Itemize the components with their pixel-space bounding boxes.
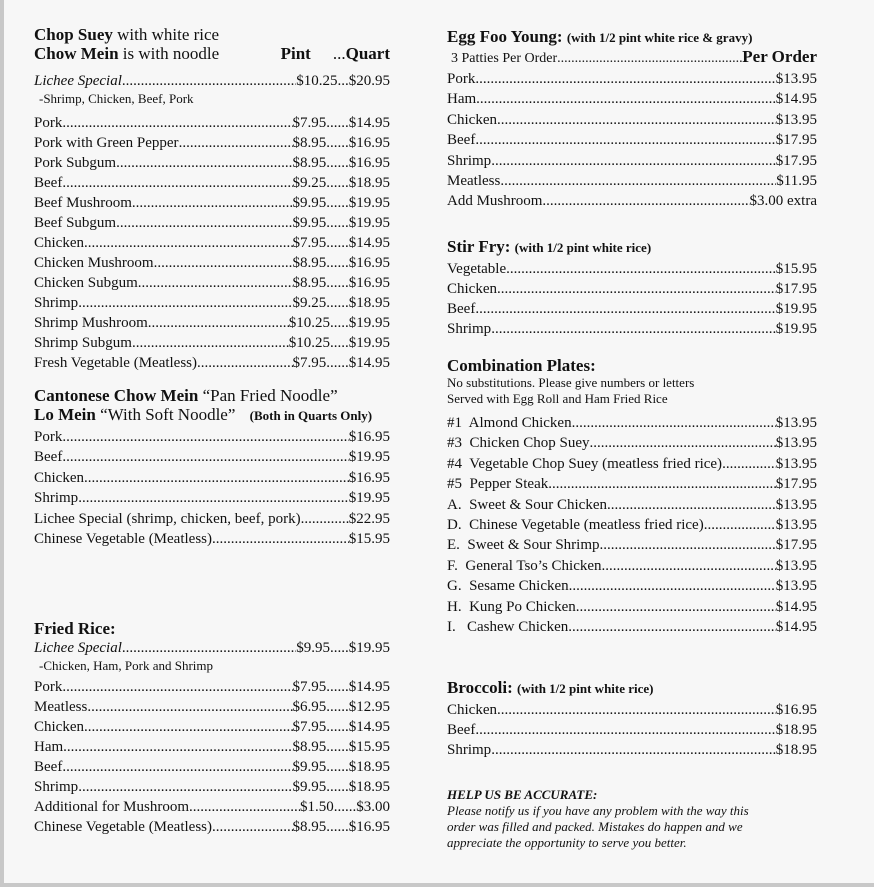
menu-item: Meatless ..... $6.95 ...... $12.95 (34, 697, 390, 717)
item-price: $17.95 (775, 537, 817, 554)
quart-price: $16.95 (348, 135, 390, 151)
menu-item (447, 474, 817, 494)
quart-price: $12.95 (348, 699, 390, 715)
menu-item (447, 556, 817, 576)
combination-section (447, 356, 817, 637)
menu-item: Beef ..... $9.25 ...... $18.95 (34, 173, 390, 193)
item-price: $18.95 (775, 742, 817, 758)
quart-price: $16.95 (348, 155, 390, 171)
item-label: Shrimp (34, 490, 79, 507)
item-label: Pork (34, 429, 63, 445)
menu-item (447, 413, 817, 433)
menu-item (447, 319, 817, 339)
menu-item: Beef Subgum ..... $9.95 ...... $19.95 (34, 213, 390, 233)
chop-suey-list (34, 113, 390, 373)
item-price: $13.95 (775, 71, 817, 87)
item-label: Chinese Vegetable (Meatless) (34, 530, 213, 547)
item-label: Shrimp (34, 779, 79, 795)
item-label: Pork (447, 71, 476, 87)
menu-item: Chicken Subgum ..... $8.95 ...... $16.95 (34, 273, 390, 293)
item-label: Lichee Special (shrimp, chicken, beef, pork) (34, 510, 301, 527)
item-price: $19.95 (348, 449, 390, 466)
menu-item: Shrimp ..... $9.25 ...... $18.95 (34, 293, 390, 313)
item-label: Chicken (447, 111, 497, 128)
menu-item: Beef ..... $9.95 ...... $18.95 (34, 757, 390, 777)
quart-price: $14.95 (348, 679, 390, 695)
pint-price: $7.95 (292, 719, 327, 735)
item-label: G. Sesame Chicken (447, 578, 569, 595)
pint-price: $8.95 (292, 255, 327, 271)
item-price: $15.95 (775, 261, 817, 277)
item-price: $19.95 (775, 321, 817, 337)
menu-item (447, 171, 817, 191)
menu-item (447, 259, 817, 279)
fried-rice-section (34, 619, 390, 837)
pint-price: $9.95 (292, 195, 327, 211)
quart-price: $19.95 (348, 315, 390, 331)
item-note: -Shrimp, Chicken, Beef, Pork (39, 91, 194, 106)
quart-price: $16.95 (348, 819, 390, 835)
item-price: $14.95 (775, 618, 817, 635)
item-label: Beef Mushroom (34, 195, 132, 211)
menu-item: Pork ..... $7.95 ...... $14.95 (34, 677, 390, 697)
menu-item (34, 529, 390, 549)
quart-price: $18.95 (348, 295, 390, 311)
item-price: $13.95 (775, 516, 817, 533)
menu-item: Chinese Vegetable (Meatless) ..... $8.95 ...... $16.95 (34, 817, 390, 837)
menu-item: Lichee Special ..... $10.25 ... $20.95 (34, 71, 390, 91)
egg-foo-young-title: Egg Foo Young: (with 1/2 pint white rice & gravy) (447, 27, 753, 46)
pint-price: $7.95 (292, 355, 327, 371)
menu-item (447, 617, 817, 637)
item-price: $16.95 (348, 429, 390, 445)
combination-note: No substitutions. Please give numbers or letters (447, 375, 695, 390)
item-price: $13.95 (775, 578, 817, 595)
quart-price: $18.95 (348, 779, 390, 795)
patties-per-order: 3 Patties Per Order ..... Per Order (447, 47, 817, 67)
menu-item (447, 535, 817, 555)
item-label: Chicken (447, 281, 497, 297)
item-price: $13.95 (775, 415, 817, 431)
menu-item (447, 740, 817, 760)
cantonese-section (34, 386, 390, 549)
item-price: $13.95 (775, 111, 817, 128)
pint-price: $8.95 (292, 275, 327, 291)
menu-item (447, 495, 817, 515)
item-label: Pork Subgum (34, 155, 117, 171)
menu-item (447, 279, 817, 299)
menu-item (447, 700, 817, 720)
quart-price: $19.95 (348, 195, 390, 211)
item-label: Beef (34, 175, 63, 191)
quart-price: $16.95 (348, 255, 390, 271)
stir-fry-title: Stir Fry: (with 1/2 pint white rice) (447, 237, 652, 256)
menu-item: Chicken Mushroom ..... $8.95 ...... $16.95 (34, 253, 390, 273)
menu-item (447, 720, 817, 740)
menu-item (447, 191, 817, 211)
item-price: $13.95 (775, 455, 817, 472)
menu-item: Additional for Mushroom ..... $1.50 ...... $3.00 (34, 797, 390, 817)
chop-suey-title: Chop Suey with white rice (34, 25, 220, 44)
menu-item (34, 427, 390, 447)
quart-price: $3.00 (356, 799, 390, 815)
item-label: H. Kung Po Chicken (447, 598, 576, 615)
stir-fry-list (447, 259, 817, 339)
menu-item (447, 597, 817, 617)
pint-price: $8.95 (292, 739, 327, 755)
item-price: $18.95 (775, 722, 817, 738)
item-price: $17.95 (775, 132, 817, 149)
help-text: Please notify us if you have any problem with the way this (447, 803, 749, 818)
item-label: Additional for Mushroom (34, 799, 189, 815)
item-label: Shrimp (34, 295, 79, 311)
menu-item: Pork Subgum ..... $8.95 ...... $16.95 (34, 153, 390, 173)
item-label: F. General Tso’s Chicken (447, 557, 602, 574)
item-label: Beef (34, 449, 63, 466)
item-price: $19.95 (775, 301, 817, 317)
item-label: Chicken Subgum (34, 275, 138, 291)
item-label: Pork (34, 679, 63, 695)
item-label: Pork with Green Pepper (34, 135, 179, 151)
menu-item: Lichee Special ..... $9.95 ..... $19.95 (34, 638, 390, 658)
item-price: $16.95 (348, 469, 390, 486)
help-title: HELP US BE ACCURATE: (447, 787, 598, 802)
item-label: Chicken (34, 469, 84, 486)
item-label: Beef (34, 759, 63, 775)
item-label: Chicken (34, 235, 84, 251)
help-text: appreciate the opportunity to serve you better. (447, 835, 687, 850)
item-label: I. Cashew Chicken (447, 618, 569, 635)
pint-price: $9.25 (292, 295, 327, 311)
item-price: $22.95 (348, 510, 390, 527)
item-label: Meatless (34, 699, 88, 715)
menu-item (447, 433, 817, 453)
item-price: $16.95 (775, 702, 817, 718)
menu-item (447, 515, 817, 535)
item-label: Ham (34, 739, 64, 755)
pint-price: $8.95 (292, 155, 327, 171)
menu-item: Pork ..... $7.95 ...... $14.95 (34, 113, 390, 133)
quart-price: $16.95 (348, 275, 390, 291)
combination-list (447, 413, 817, 637)
item-label: Pork (34, 115, 63, 131)
item-label: Shrimp (447, 321, 492, 337)
quart-price: $14.95 (348, 355, 390, 371)
menu-item (447, 576, 817, 596)
item-price: $17.95 (775, 281, 817, 297)
item-price: $17.95 (775, 152, 817, 169)
cantonese-list (34, 427, 390, 549)
item-label: Ham (447, 91, 477, 108)
egg-foo-young-list (447, 69, 817, 212)
item-note: -Chicken, Ham, Pork and Shrimp (39, 658, 214, 673)
menu-item (447, 89, 817, 109)
item-label: Beef (447, 301, 476, 317)
menu-item: Fresh Vegetable (Meatless) ..... $7.95 ...... $14.95 (34, 353, 390, 373)
pint-price: $9.95 (292, 759, 327, 775)
menu-item (34, 468, 390, 488)
pint-price: $10.25 (288, 335, 330, 351)
menu-item (34, 488, 390, 508)
item-label: D. Chinese Vegetable (meatless fried rice) (447, 516, 704, 533)
combination-note: Served with Egg Roll and Ham Fried Rice (447, 391, 668, 406)
item-label: Chicken (447, 702, 497, 718)
pint-price: $7.95 (292, 679, 327, 695)
lo-mein-title: Lo Mein “With Soft Noodle” (Both in Quarts Only) (34, 405, 373, 424)
quart-price: $19.95 (348, 335, 390, 351)
menu-item: Pork with Green Pepper ..... $8.95 ...... $16.95 (34, 133, 390, 153)
help-text: order was filled and packed. Mistakes do happen and we (447, 819, 743, 834)
quart-column-header: Quart (345, 44, 390, 63)
item-label: #3 Chicken Chop Suey (447, 435, 590, 452)
item-price: $14.95 (775, 91, 817, 108)
item-label: Chinese Vegetable (Meatless) (34, 819, 213, 835)
chop-suey-section (34, 25, 390, 373)
combination-title: Combination Plates: (447, 356, 596, 375)
quart-price: $15.95 (348, 739, 390, 755)
menu-item: Chicken ..... $7.95 ...... $14.95 (34, 717, 390, 737)
menu-item: Shrimp Subgum ..... $10.25 ..... $19.95 (34, 333, 390, 353)
cantonese-title: Cantonese Chow Mein “Pan Fried Noodle” (34, 386, 338, 405)
quart-price: $19.95 (348, 215, 390, 231)
pint-price: $9.95 (292, 779, 327, 795)
item-label: #5 Pepper Steak (447, 476, 549, 493)
item-price: $17.95 (775, 476, 817, 493)
item-label: Shrimp (447, 152, 492, 169)
egg-foo-young-section (447, 27, 817, 212)
fried-rice-list (34, 677, 390, 837)
item-price: $11.95 (776, 172, 817, 189)
item-label: Shrimp Subgum (34, 335, 132, 351)
pint-column-header: Pint (280, 44, 311, 63)
menu-item (447, 110, 817, 130)
menu-item (34, 447, 390, 467)
stir-fry-section (447, 237, 817, 339)
item-label: Shrimp (447, 742, 492, 758)
item-label: E. Sweet & Sour Shrimp (447, 537, 600, 554)
item-label: #1 Almond Chicken (447, 415, 572, 431)
quart-price: $18.95 (348, 759, 390, 775)
menu-item: Shrimp ..... $9.95 ...... $18.95 (34, 777, 390, 797)
broccoli-list (447, 700, 817, 760)
fried-rice-title: Fried Rice: (34, 619, 116, 638)
pint-price: $9.95 (292, 215, 327, 231)
item-price: $13.95 (775, 557, 817, 574)
menu-item (447, 454, 817, 474)
help-section (447, 787, 817, 851)
item-label: Chicken (34, 719, 84, 735)
item-label: Chicken Mushroom (34, 255, 154, 271)
quart-price: $14.95 (348, 235, 390, 251)
item-price: $13.95 (775, 496, 817, 513)
pint-price: $10.25 (288, 315, 330, 331)
quart-price: $18.95 (348, 175, 390, 191)
quart-price: $14.95 (348, 719, 390, 735)
pint-price: $9.25 (292, 175, 327, 191)
menu-item (447, 69, 817, 89)
menu-item: Beef Mushroom ..... $9.95 ...... $19.95 (34, 193, 390, 213)
menu-item: Shrimp Mushroom ..... $10.25 ..... $19.95 (34, 313, 390, 333)
pint-price: $1.50 (300, 799, 334, 815)
menu-item: Ham ..... $8.95 ...... $15.95 (34, 737, 390, 757)
broccoli-section (447, 678, 817, 760)
item-label: #4 Vegetable Chop Suey (meatless fried rice) (447, 455, 723, 472)
item-price: $14.95 (775, 598, 817, 615)
menu-item (447, 130, 817, 150)
item-label: Vegetable (447, 261, 507, 277)
quart-price: $14.95 (348, 115, 390, 131)
item-price: $19.95 (348, 490, 390, 507)
pint-price: $6.95 (292, 699, 327, 715)
item-price: $15.95 (348, 530, 390, 547)
item-label: Add Mushroom (447, 193, 543, 210)
item-label: Meatless (447, 172, 501, 189)
item-price: $3.00 extra (749, 193, 817, 210)
item-label: Fresh Vegetable (Meatless) (34, 355, 198, 371)
pint-price: $8.95 (292, 819, 327, 835)
menu-item: Chicken ..... $7.95 ...... $14.95 (34, 233, 390, 253)
item-label: Beef (447, 132, 476, 149)
menu-item (447, 299, 817, 319)
chow-mein-title: Chow Mein is with noodle Pint ... Quart (34, 44, 390, 63)
pint-price: $7.95 (292, 235, 327, 251)
pint-price: $8.95 (292, 135, 327, 151)
item-price: $13.95 (775, 435, 817, 452)
item-label: Beef (447, 722, 476, 738)
pint-price: $7.95 (292, 115, 327, 131)
menu-item (34, 509, 390, 529)
item-label: A. Sweet & Sour Chicken (447, 496, 607, 513)
item-label: Beef Subgum (34, 215, 117, 231)
broccoli-title: Broccoli: (with 1/2 pint white rice) (447, 678, 654, 697)
menu-item (447, 151, 817, 171)
item-label: Shrimp Mushroom (34, 315, 148, 331)
